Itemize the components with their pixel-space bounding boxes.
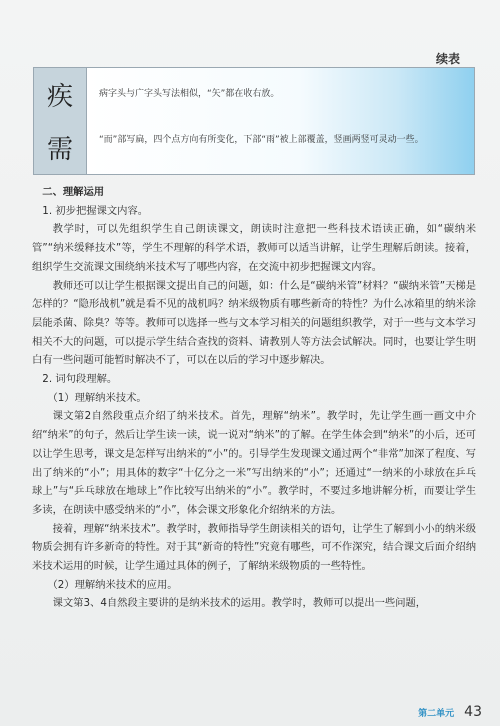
table-row	[34, 68, 474, 122]
continued-label: 续表	[435, 52, 460, 66]
character-cell: 需	[34, 121, 87, 174]
table-row	[34, 121, 474, 174]
subsection-heading: 1. 初步把握课文内容。	[42, 204, 149, 217]
page-footer	[418, 704, 482, 720]
character-table	[33, 67, 475, 175]
character-cell: 疾	[34, 68, 87, 121]
page-number: 43	[464, 704, 482, 720]
description-cell: “而”部写扁，四个点方向有所变化，下部“雨”被上部覆盖，竖画两竖可灵动一些。	[87, 121, 474, 174]
paragraph: 接着，理解“纳米技术”。教学时，教师指导学生朗读相关的语句，让学生了解到小小的纳米级物质会拥有许多新奇的特性。对于其“新奇的特性”究竟有哪些，可不作深究，结合课文后面介绍纳米技术运用的时候，让学生通过具体的例子，了解纳米级物质的一些特性。	[32, 522, 476, 573]
sub-subsection-heading: （2）理解纳米技术的应用。	[47, 578, 178, 591]
paragraph: 教师还可以让学生根据课文提出自己的问题，如：什么是“碳纳米管”材料？“碳纳米管”天梯是怎样的？“隐形战机”就是看不见的战机吗？纳米级物质有哪些新奇的特性？为什么冰箱里的纳米涂层能杀菌、除臭？等等。教师可以选择一些与文本学习相关的问题组织教学，对于一些与文本学习相关不大的问题，可以提示学生结合查找的资料、请教别人等方法会试解决。同时，也要让学生明白有一些问题可能暂时解决不了，可以在以后的学习中逐步解决。	[32, 279, 476, 367]
sub-subsection-heading: （1）理解纳米技术。	[47, 391, 147, 404]
body-text	[32, 183, 476, 613]
description-cell	[87, 68, 474, 121]
paragraph: 课文第3、4自然段主要讲的是纳米技术的运用。教学时，教师可以提出一些问题，	[52, 597, 427, 610]
paragraph: 课文第2自然段重点介绍了纳米技术。首先，理解“纳米”。教学时，先让学生画一画文中介绍“纳米”的句子，然后让学生读一读，说一说对“纳米”的了解。在学生体会到“纳米”的小后，还可以让学生思考，课文是怎样写出纳米的“小”的。引导学生发现课文通过两个“非常”加深了程度、写出了纳米的“小”；用具体的数字“十亿分之一米”写出纳米的“小”；还通过“一纳米的小球放在乒乓球上”与“乒乓球放在地球上”作比较写出纳米的“小”。教学时，不要过多地讲解分析，而要让学生多读，在朗读中感受纳米的“小”，体会课文形象化介绍纳米的方法。	[32, 410, 476, 516]
section-title: 二、理解运用	[42, 186, 105, 198]
description-text: 病字头与广字头写法相似，“矢”都在收右放。	[99, 89, 280, 99]
paragraph: 教学时，可以先组织学生自己朗读课文，朗读时注意把一些科技术语读正确，如“碳纳米管”“纳米缓释技术”等，学生不理解的科学术语，教师可以适当讲解，让学生理解后朗读。接着，组织学生交流课文围绕纳米技术写了哪些内容，在交流中初步把握课文内容。	[32, 223, 476, 273]
unit-label: 第二单元	[418, 709, 455, 719]
subsection-heading: 2. 词句段理解。	[42, 373, 118, 386]
